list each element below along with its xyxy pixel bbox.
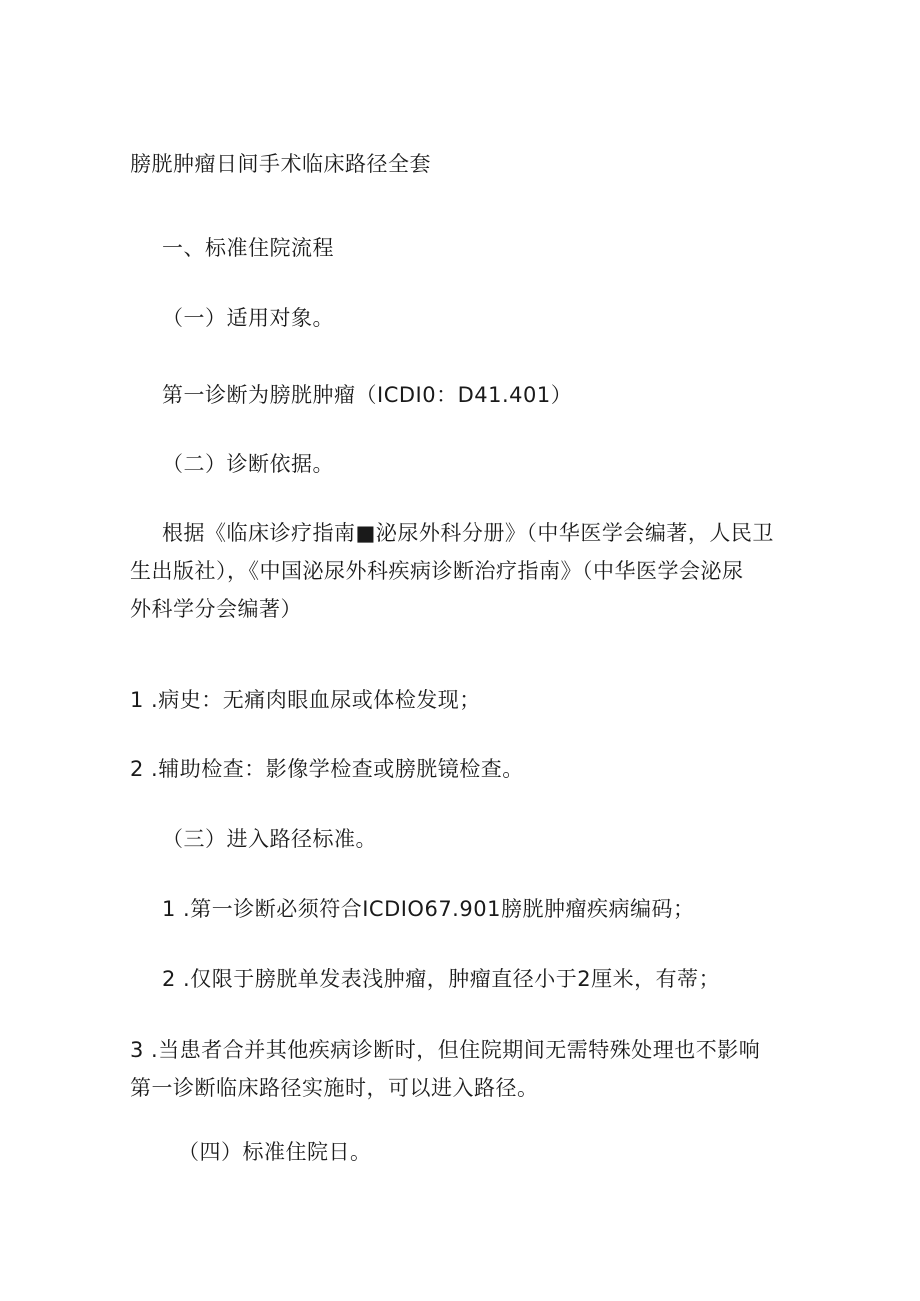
diagnosis-line: 第一诊断为膀胱肿瘤（ICDI0：D41.401） <box>162 383 573 407</box>
diagnosis-basis-paragraph <box>130 514 774 628</box>
subsection-heading-1: （一）适用对象。 <box>162 306 334 330</box>
basis-line-2: 生出版社），《中国泌尿外科疾病诊断治疗指南》（中华医学会泌尿 <box>130 559 744 583</box>
list-item-history: 1 .病史：无痛肉眼血尿或体检发现； <box>130 688 481 712</box>
document-title: 膀胱肿瘤日间手术临床路径全套 <box>130 152 431 176</box>
criteria-item-1: 1 .第一诊断必须符合ICDIO67.901膀胱肿瘤疾病编码； <box>162 897 695 921</box>
subsection-heading-4: （四）标准住院日。 <box>178 1140 372 1164</box>
section-heading-1: 一、标准住院流程 <box>162 236 334 260</box>
criteria-3-line-1: 3 .当患者合并其他疾病诊断时，但住院期间无需特殊处理也不影响 <box>130 1038 761 1062</box>
list-item-exam: 2 .辅助检查：影像学检查或膀胱镜检查。 <box>130 757 524 781</box>
subsection-heading-3: （三）进入路径标准。 <box>162 827 377 851</box>
basis-line-1: 根据《临床诊疗指南■泌尿外科分册》（中华医学会编著，人民卫 <box>162 521 774 545</box>
subsection-heading-2: （二）诊断依据。 <box>162 452 334 476</box>
criteria-item-2: 2 .仅限于膀胱单发表浅肿瘤，肿瘤直径小于2厘米，有蒂； <box>162 967 721 991</box>
criteria-item-3 <box>130 1031 760 1107</box>
criteria-3-line-2: 第一诊断临床路径实施时，可以进入路径。 <box>130 1076 539 1100</box>
basis-line-3: 外科学分会编著） <box>130 597 302 621</box>
